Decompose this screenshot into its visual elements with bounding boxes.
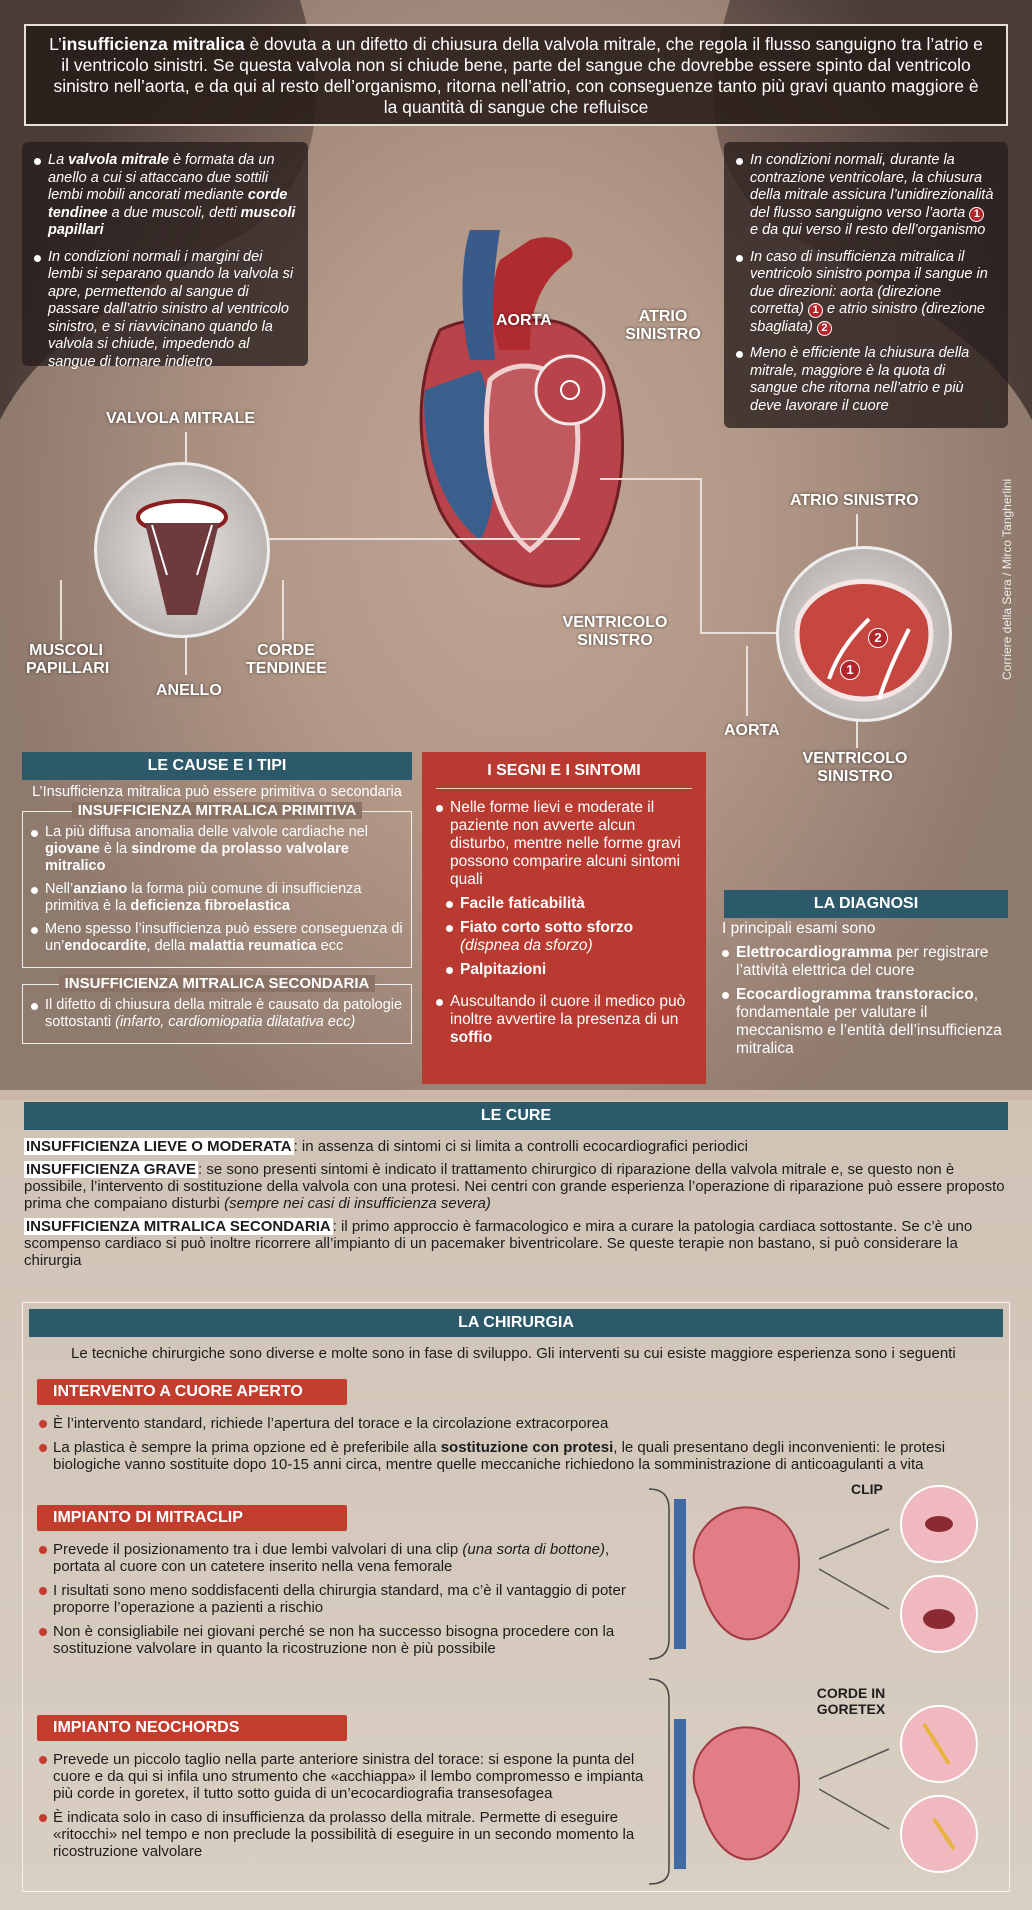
label-atrio-sinistro-detail: ATRIO SINISTRO xyxy=(790,492,919,509)
symptom: Facile faticabilità xyxy=(446,895,692,913)
list-item: Il difetto di chiusura della mitrale è causato da patologie sottostanti (infarto, cardiomiopatia dilatativa ecc) xyxy=(31,997,403,1031)
info-item: Meno è efficiente la chiusura della mitrale, maggiore è la quota di sangue che ritorna nell’atrio e più deve lavorare il cuore xyxy=(736,345,996,415)
symptom: Fiato corto sotto sforzo (dispnea da sforzo) xyxy=(446,919,692,955)
list-item: Auscultando il cuore il medico può inoltre avvertire la presenza di un soffio xyxy=(436,993,692,1047)
neochords-title: IMPIANTO NEOCHORDS xyxy=(37,1715,347,1741)
label-muscoli-papillari: MUSCOLI PAPILLARI xyxy=(26,642,110,677)
heart-illustration xyxy=(380,220,640,610)
list-item: Prevede il posizionamento tra i due lembi valvolari di una clip (una sorta di bottone), portata al cuore con un catetere inserito nella vena femorale xyxy=(37,1541,637,1575)
intro-box xyxy=(24,24,1008,126)
label-ventricolo-sinistro-detail: VENTRICOLO SINISTRO xyxy=(802,750,908,785)
label-aorta: AORTA xyxy=(496,312,552,329)
label-clip: CLIP xyxy=(851,1481,883,1497)
list-item: Meno spesso l’insufficienza può essere conseguenza di un’endocardite, della malattia reumatica ecc xyxy=(31,921,403,955)
list-item: È indicata solo in caso di insufficienza da prolasso della mitrale. Permette di eseguire «ritocchi» nel tempo e non preclude la possibilità di eseguire in un secondo momento la ricostruzione valvolare xyxy=(37,1809,647,1860)
secondary-title: INSUFFICIENZA MITRALICA SECONDARIA xyxy=(59,975,376,992)
connector-line xyxy=(60,580,62,640)
info-item: In condizioni normali i margini dei lembi si separano quando la valvola si apre, permettendo al sangue di passare dall’atrio sinistro al ventricolo sinistro, e si riavvicinano quando la valvola si chiude, impedendo al sangue di tornare indietro xyxy=(34,249,296,372)
label-corde-goretex: CORDE IN GORETEX xyxy=(816,1685,886,1717)
mitraclip-title: IMPIANTO DI MITRACLIP xyxy=(37,1505,347,1531)
secondary-frame xyxy=(22,975,412,1044)
cures-header: LE CURE xyxy=(24,1102,1008,1130)
diagnosis-header: LA DIAGNOSI xyxy=(724,890,1008,918)
valve-detail-circle xyxy=(94,462,270,638)
causes-section xyxy=(22,784,412,1044)
label-aorta-detail: AORTA xyxy=(724,722,780,739)
mitral-valve-drawing xyxy=(97,465,267,635)
surgery-section xyxy=(22,1302,1010,1892)
primary-title: INSUFFICIENZA MITRALICA PRIMITIVA xyxy=(72,802,363,819)
label-ventricolo-sinistro: VENTRICOLO SINISTRO xyxy=(562,614,668,649)
list-item: Prevede un piccolo taglio nella parte anteriore sinistra del torace: si espone la punta del cuore e da qui si infila uno strumento che «acchiappa» il lembo compromesso e impianta più corde in goretex, il tutto sotto guida di un’ecocardiografia transesofagea xyxy=(37,1751,647,1802)
connector-line xyxy=(700,478,702,633)
list-item: È l’intervento standard, richiede l’apertura del torace e la circolazione extracorporea xyxy=(37,1415,997,1432)
diagnosis-section xyxy=(722,920,1012,1064)
label-valvola-mitrale: VALVOLA MITRALE xyxy=(106,410,256,427)
number-badge: 1 xyxy=(969,207,984,222)
number-badge: 2 xyxy=(868,628,888,648)
number-badge: 2 xyxy=(817,321,832,336)
open-heart xyxy=(37,1379,997,1480)
cure-item: INSUFFICIENZA MITRALICA SECONDARIA : il primo approccio è farmacologico e mira a curare la patologia cardiaca sottostante. Se c’è uno scompenso cardiaco si può inoltre ricorrere all’impianto di un pacemaker biventricolare. Se queste terapie non bastano, si può considerare la chirurgia xyxy=(24,1218,973,1269)
flow-detail-circle xyxy=(776,546,952,722)
list-item: Nelle forme lievi e moderate il paziente non avverte alcun disturbo, mentre nelle forme gravi possono comparire alcuni sintomi quali xyxy=(436,799,692,889)
connector-line xyxy=(600,478,700,480)
connector-line xyxy=(282,580,284,640)
list-item: La plastica è sempre la prima opzione ed è preferibile alla sostituzione con protesi, le quali presentano degli inconvenienti: le protesi biologiche vanno sostituite dopo 10-15 anni circa, mentre quelle meccaniche richiedono la somministrazione di anticoagulanti a vita xyxy=(37,1439,997,1473)
list-item: I risultati sono meno soddisfacenti della chirurgia standard, ma c’è il vantaggio di poter proporre l’operazione a pazienti a rischio xyxy=(37,1582,637,1616)
causes-header: LE CAUSE E I TIPI xyxy=(22,752,412,780)
signs-title: I SEGNI E I SINTOMI xyxy=(436,762,692,789)
insufficiency-info xyxy=(724,142,1008,428)
number-badge: 1 xyxy=(808,303,823,318)
neochords xyxy=(37,1715,647,1867)
surgery-intro: Le tecniche chirurgiche sono diverse e molte sono in fase di sviluppo. Gli interventi su cui esiste maggiore esperienza sono i seguenti xyxy=(71,1345,956,1362)
intro-text: L’insufficienza mitralica è dovuta a un difetto di chiusura della valvola mitrale, che regola il flusso sanguigno tra l’atrio e il ventricolo sinistri. Se questa valvola non si chiude bene, parte del sangue che dovrebbe essere spinto dal ventricolo sinistro nell’aorta, e da qui al resto dell’organismo, ritorna nell’atrio, con conseguenze tanto più gravi quanto maggiore è la quantità di sangue che refluisce xyxy=(49,34,983,117)
info-item: In caso di insufficienza mitralica il ventricolo sinistro pompa il sangue in due direzioni: aorta (direzione corretta) 1 e atrio sinistro (direzione sbagliata) 2 xyxy=(736,249,996,337)
surgery-illustrations xyxy=(639,1479,1009,1889)
list-item: Non è consigliabile nei giovani perché se non ha successo bisogna procedere con la sostituzione valvolare in quanto la ricostruzione non è più possibile xyxy=(37,1623,637,1657)
list-item: Elettrocardiogramma per registrare l’attività elettrica del cuore xyxy=(722,944,1012,980)
cure-item: INSUFFICIENZA GRAVE : se sono presenti sintomi è indicato il trattamento chirurgico di riparazione della valvola mitrale e, se questo non è possibile, l’intervento di sostituzione della valvola con una protesi. Nei centri con grande esperienza l’operazione di riparazione può essere proposto prima che compaiano disturbi (sempre nei casi di insufficienza severa) xyxy=(24,1161,1005,1212)
label-atrio-sinistro: ATRIO SINISTRO xyxy=(625,308,701,343)
list-item: Nell’anziano la forma più comune di insufficienza primitiva è la deficienza fibroelastica xyxy=(31,881,403,915)
connector-line xyxy=(700,632,780,634)
cure-item: INSUFFICIENZA LIEVE O MODERATA : in assenza di sintomi ci si limita a controlli ecocardiografici periodici xyxy=(26,1138,748,1155)
cures-section xyxy=(24,1138,1014,1275)
symptom: Palpitazioni xyxy=(446,961,692,979)
list-item: Ecocardiogramma transtoracico, fondamentale per valutare il meccanismo e l’entità dell’insufficienza mitralica xyxy=(722,986,1012,1058)
flow-drawing xyxy=(779,549,949,719)
diagnosis-intro: I principali esami sono xyxy=(722,920,876,937)
mitral-valve-info xyxy=(22,142,308,370)
connector-line xyxy=(856,514,858,548)
info-item: La valvola mitrale è formata da un anello a cui si attaccano due sottili lembi mobili ancorati mediante corde tendinee a due muscoli, detti muscoli papillari xyxy=(34,152,296,240)
credit: Corriere della Sera / Mirco Tangherlini xyxy=(1000,478,1014,680)
label-anello: ANELLO xyxy=(156,682,222,699)
mitraclip xyxy=(37,1505,637,1664)
label-corde-tendinee: CORDE TENDINEE xyxy=(246,642,327,677)
connector-line xyxy=(746,646,748,716)
info-item: In condizioni normali, durante la contrazione ventricolare, la chiusura della mitrale assicura l’unidirezionalità del flusso sanguigno verso l’aorta 1 e da qui verso il resto dell’organismo xyxy=(736,152,996,240)
surgery-header: LA CHIRURGIA xyxy=(29,1309,1003,1337)
list-item: La più diffusa anomalia delle valvole cardiache nel giovane è la sindrome da prolasso valvolare mitralico xyxy=(31,824,403,875)
connector-line xyxy=(250,538,580,540)
causes-intro: L’Insufficienza mitralica può essere primitiva o secondaria xyxy=(32,784,402,800)
primary-frame xyxy=(22,802,412,968)
number-badge: 1 xyxy=(840,660,860,680)
open-heart-title: INTERVENTO A CUORE APERTO xyxy=(37,1379,347,1405)
signs-box xyxy=(422,752,706,1084)
